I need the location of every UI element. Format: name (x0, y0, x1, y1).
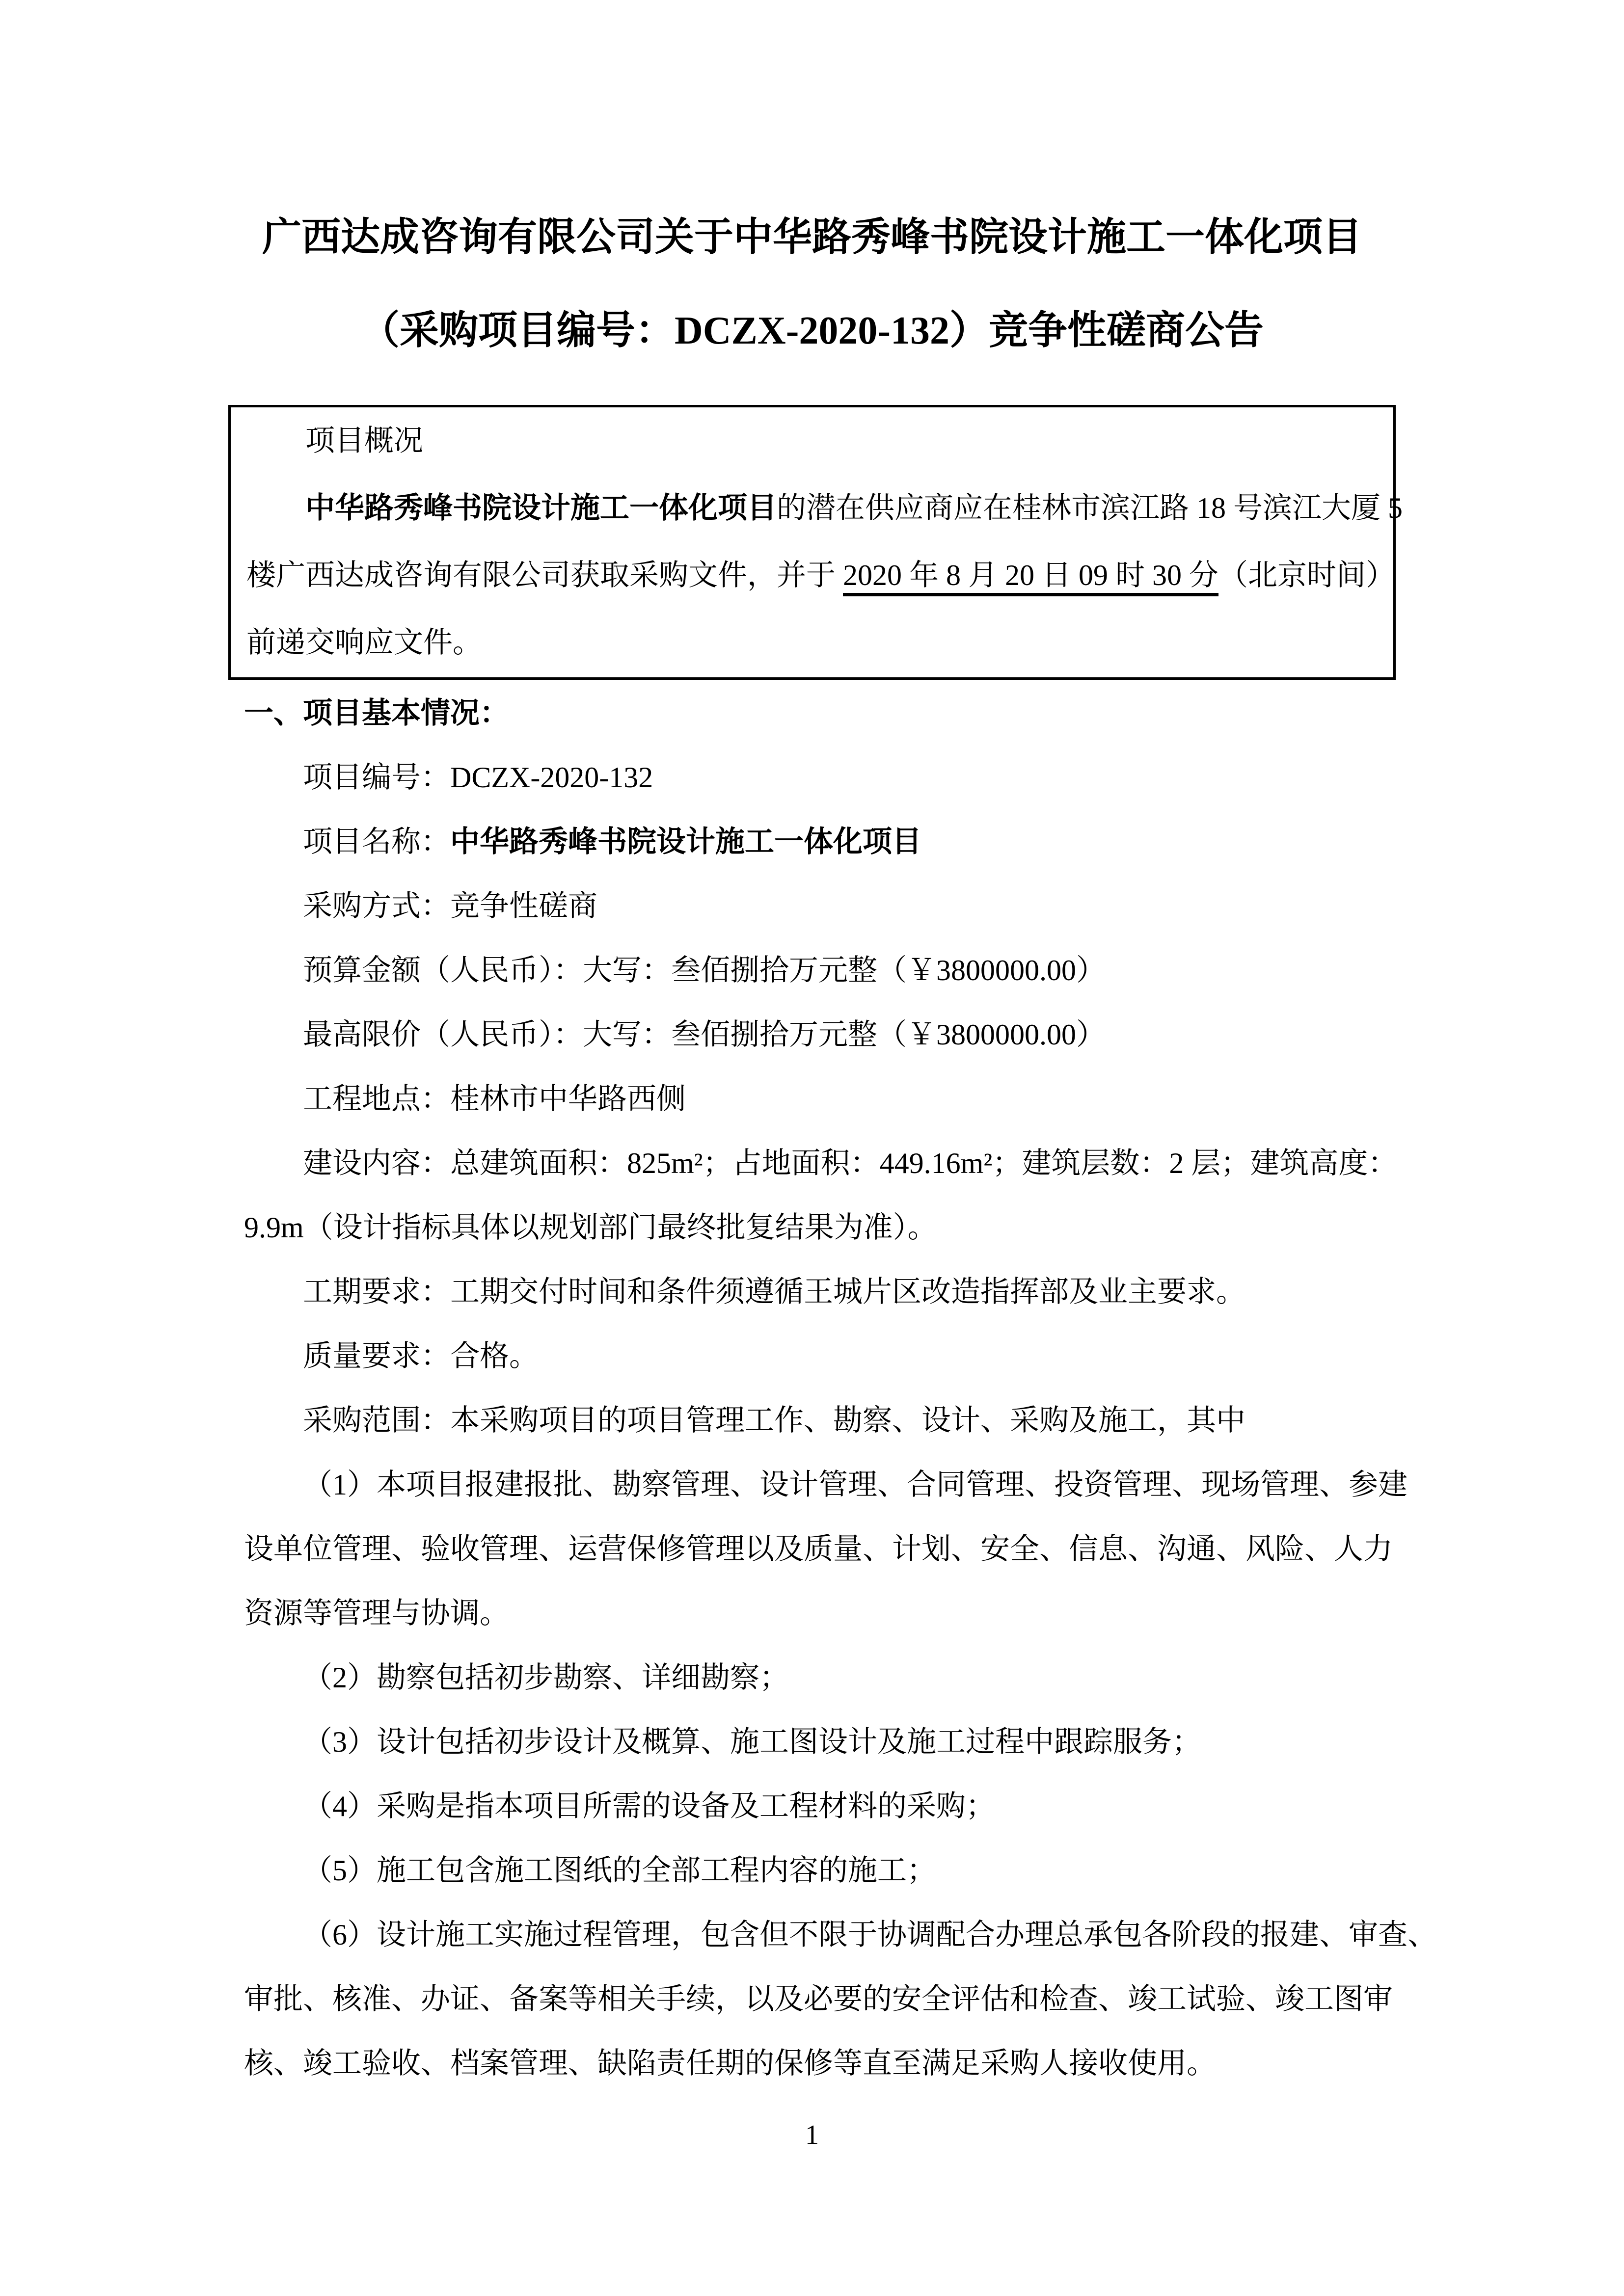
line-scope-item-3: （3）设计包括初步设计及概算、施工图设计及施工过程中跟踪服务； (303, 1726, 1201, 1758)
overview-paragraph-line-1 (246, 475, 1403, 542)
doc-title-line-2: （采购项目编号：DCZX-2020-132）竞争性磋商公告 (360, 309, 1264, 352)
line-project-name (244, 810, 1399, 874)
overview-paragraph-line-3: 前递交响应文件。 (246, 626, 482, 659)
line-budget-amount: 预算金额（人民币）：大写：叁佰捌拾万元整（￥3800000.00） (303, 954, 1106, 987)
project-name-bold: 中华路秀峰书院设计施工一体化项目 (305, 492, 777, 524)
line-scope-item-1-cont-2: 资源等管理与协调。 (244, 1597, 509, 1629)
line-procurement-method: 采购方式：竞争性磋商 (303, 890, 597, 922)
line-scope-item-1: （1）本项目报建报批、勘察管理、设计管理、合同管理、投资管理、现场管理、参建 (303, 1468, 1407, 1501)
overview-line-2-post: （北京时间） (1218, 559, 1395, 591)
line-construction-content: 建设内容：总建筑面积：825m²；占地面积：449.16m²；建筑层数：2 层；建筑高度： (303, 1147, 1398, 1179)
line-scope-item-5: （5）施工包含施工图纸的全部工程内容的施工； (303, 1854, 936, 1887)
line-scope-item-4: （4）采购是指本项目所需的设备及工程材料的采购； (303, 1790, 995, 1822)
overview-paragraph-line-2 (246, 542, 1395, 609)
line-project-name-value: 中华路秀峰书院设计施工一体化项目 (450, 826, 921, 858)
section-basic-info (244, 681, 1437, 2096)
overview-heading: 项目概况 (305, 425, 423, 457)
line-scope-item-6-cont-2: 核、竣工验收、档案管理、缺陷责任期的保修等直至满足采购人接收使用。 (244, 2047, 1216, 2080)
line-procurement-scope: 采购范围：本采购项目的项目管理工作、勘察、设计、采购及施工，其中 (303, 1404, 1245, 1437)
project-overview-box (228, 405, 1403, 680)
line-scope-item-1-cont-1: 设单位管理、验收管理、运营保修管理以及质量、计划、安全、信息、沟通、风险、人力 (244, 1533, 1393, 1565)
line-project-number: 项目编号：DCZX-2020-132 (303, 761, 653, 794)
line-quality-requirement: 质量要求：合格。 (303, 1340, 539, 1372)
overview-line-1-rest: 的潜在供应商应在桂林市滨江路 18 号滨江大厦 5 (777, 492, 1403, 524)
overview-line-2-pre: 楼广西达成咨询有限公司获取采购文件，并于 (246, 559, 843, 591)
page-number: 1 (805, 2120, 819, 2150)
line-schedule-requirement: 工期要求：工期交付时间和条件须遵循王城片区改造指挥部及业主要求。 (303, 1276, 1245, 1308)
doc-title-line-1: 广西达成咨询有限公司关于中华路秀峰书院设计施工一体化项目 (262, 216, 1362, 259)
line-project-location: 工程地点：桂林市中华路西侧 (303, 1083, 686, 1115)
line-price-cap: 最高限价（人民币）：大写：叁佰捌拾万元整（￥3800000.00） (303, 1018, 1106, 1051)
section-1-heading: 一、项目基本情况： (244, 697, 509, 729)
line-construction-content-cont: 9.9m（设计指标具体以规划部门最终批复结果为准）。 (244, 1211, 937, 1244)
line-project-name-label: 项目名称： (303, 826, 450, 858)
line-scope-item-2: （2）勘察包括初步勘察、详细勘察； (303, 1661, 789, 1694)
line-scope-item-6-cont-1: 审批、核准、办证、备案等相关手续，以及必要的安全评估和检查、竣工试验、竣工图审 (244, 1983, 1393, 2015)
deadline-underlined-text: 2020 年 8 月 20 日 09 时 30 分 (843, 559, 1218, 591)
line-scope-item-6: （6）设计施工实施过程管理，包含但不限于协调配合办理总承包各阶段的报建、审查、 (303, 1919, 1437, 1951)
